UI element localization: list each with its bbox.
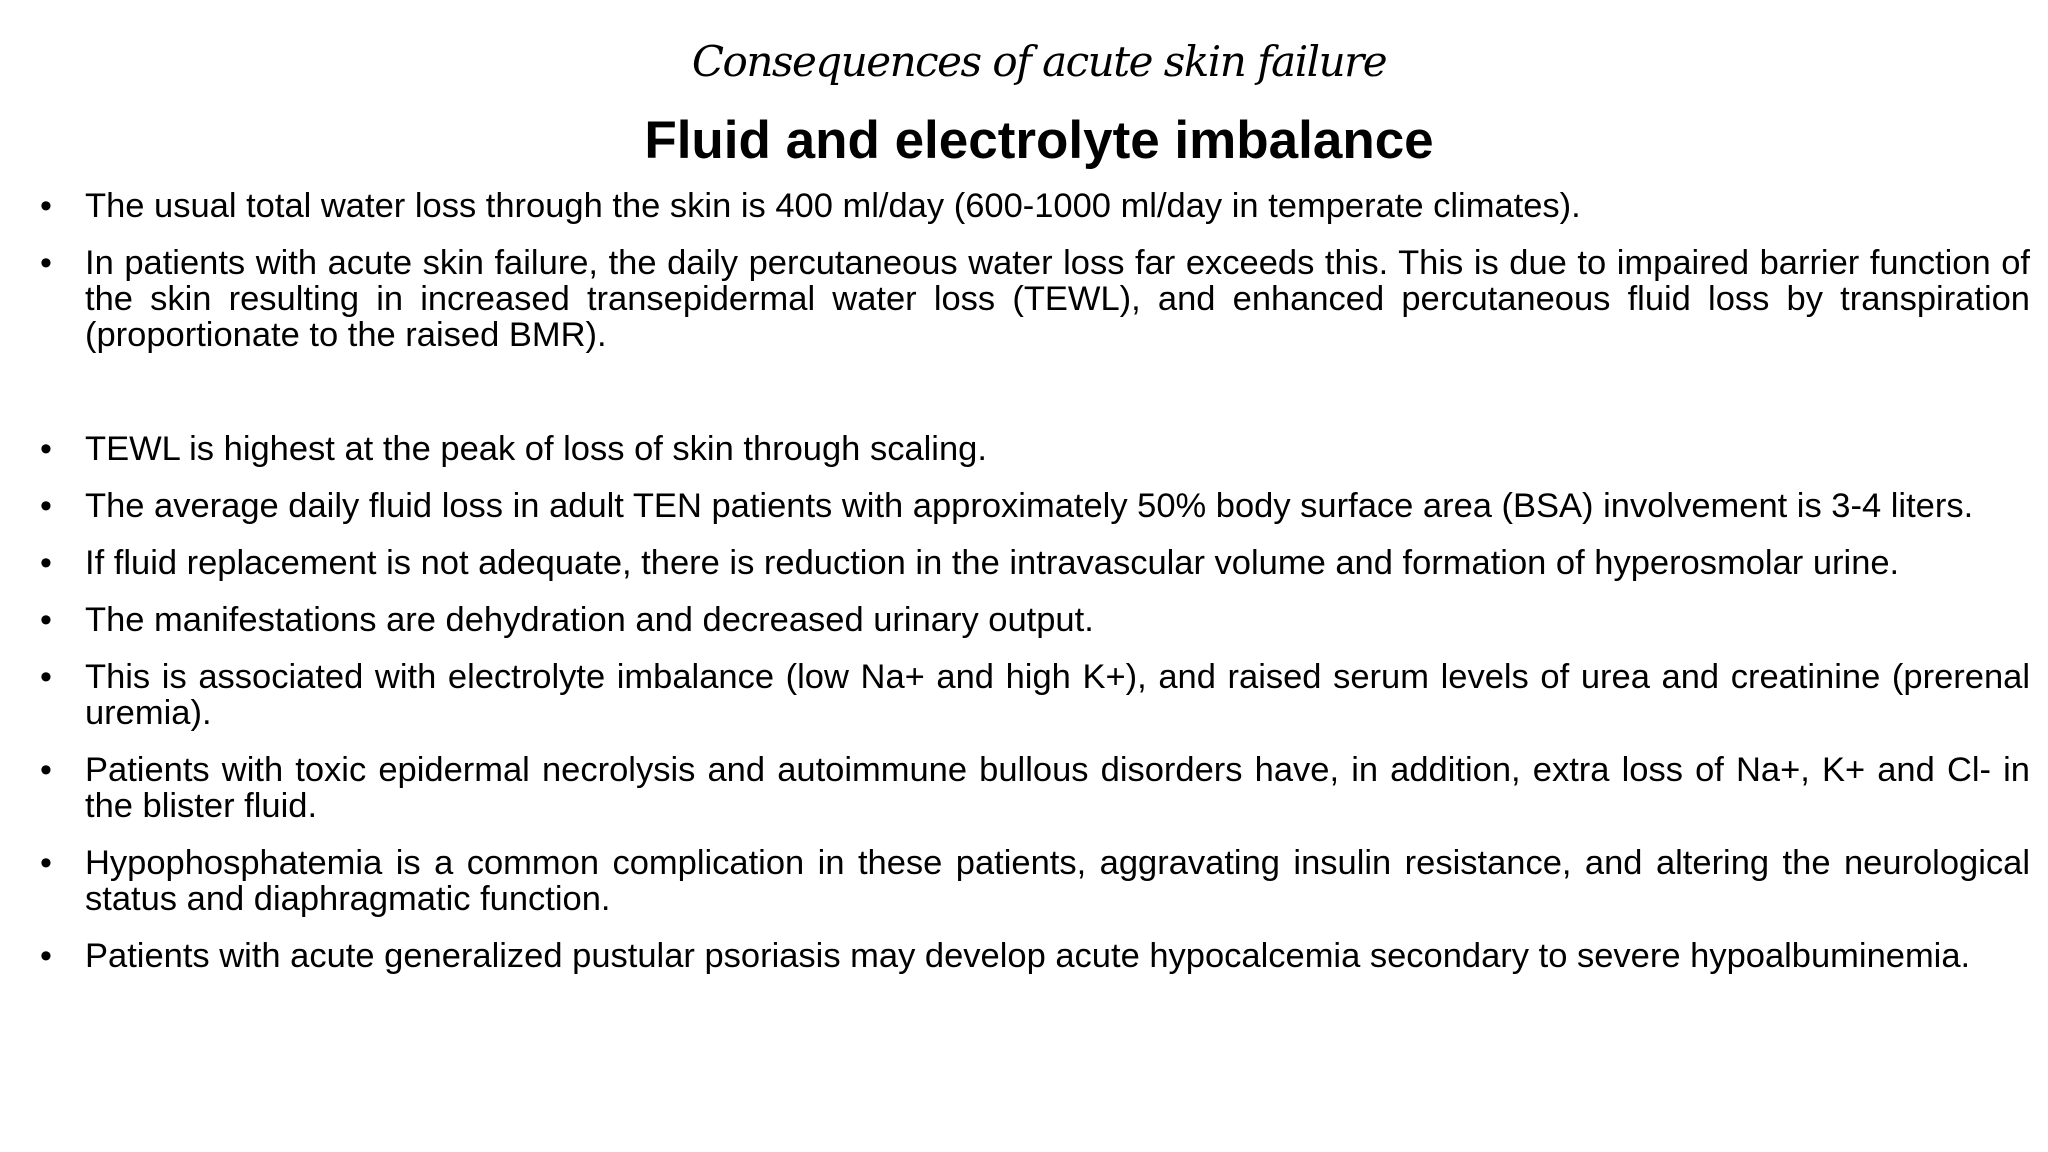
bullet-text: Patients with toxic epidermal necrolysis and autoimmune bullous disorders have, in addition, extra loss of Na+, K+ and Cl- in the blister fluid.	[85, 751, 2030, 825]
bullet-dot-icon: •	[40, 544, 52, 582]
bullet-dot-icon: •	[40, 601, 52, 639]
slide-title: Fluid and electrolyte imbalance	[644, 111, 1434, 170]
bullet-item-2	[40, 245, 2030, 353]
bullet-dot-icon: •	[40, 244, 52, 282]
bullet-dot-icon: •	[40, 487, 52, 525]
bullet-text: This is associated with electrolyte imbalance (low Na+ and high K+), and raised serum levels of urea and creatinine (prerenal uremia).	[85, 658, 2030, 732]
bullet-text: The manifestations are dehydration and decreased urinary output.	[85, 601, 1094, 639]
bullet-item-4	[40, 488, 2030, 524]
slide-subtitle: Consequences of acute skin failure	[691, 37, 1387, 86]
bullet-text: TEWL is highest at the peak of loss of skin through scaling.	[85, 430, 987, 468]
bullet-dot-icon: •	[40, 658, 52, 696]
bullet-dot-icon: •	[40, 187, 52, 225]
bullet-item-5	[40, 545, 2030, 581]
bullet-list	[40, 188, 2030, 995]
bullet-dot-icon: •	[40, 937, 52, 975]
bullet-item-10	[40, 938, 2030, 974]
bullet-item-7	[40, 659, 2030, 731]
bullet-item-6	[40, 602, 2030, 638]
bullet-text: The average daily fluid loss in adult TEN patients with approximately 50% body surface area (BSA) involvement is 3-4 liters.	[85, 487, 1974, 525]
bullet-item-8	[40, 752, 2030, 824]
bullet-item-1	[40, 188, 2030, 224]
bullet-text: Patients with acute generalized pustular psoriasis may develop acute hypocalcemia secondary to severe hypoalbuminemia.	[85, 937, 1971, 975]
bullet-text: The usual total water loss through the skin is 400 ml/day (600-1000 ml/day in temperate climates).	[85, 187, 1581, 225]
bullet-dot-icon: •	[40, 751, 52, 789]
bullet-dot-icon: •	[40, 844, 52, 882]
bullet-text: Hypophosphatemia is a common complication in these patients, aggravating insulin resistance, and altering the neurological status and diaphragmatic function.	[85, 844, 2030, 918]
bullet-item-9	[40, 845, 2030, 917]
bullet-text: In patients with acute skin failure, the daily percutaneous water loss far exceeds this. This is due to impaired barrier function of the skin resulting in increased transepidermal water loss (TEWL), and enhanced percutaneous fluid loss by transpiration (proportionate to the raised BMR).	[85, 244, 2030, 354]
bullet-text: If fluid replacement is not adequate, there is reduction in the intravascular volume and formation of hyperosmolar urine.	[85, 544, 1900, 582]
bullet-item-3	[40, 431, 2030, 467]
bullet-dot-icon: •	[40, 430, 52, 468]
